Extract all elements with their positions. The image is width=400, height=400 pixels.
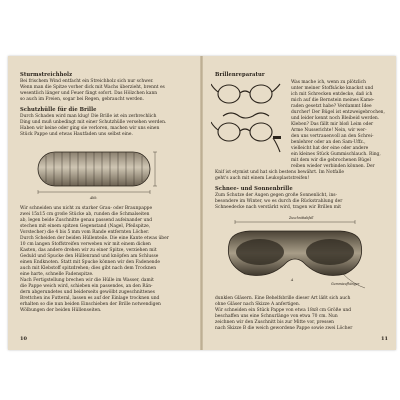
left-page <box>8 56 201 350</box>
section-title-sturmstreichholz: Sturmstreichholz <box>20 72 73 78</box>
glasses-frame-illustration <box>211 80 281 160</box>
figure-label-gummiaufhaenger: Gummiaufhänger <box>331 282 360 286</box>
figure-label-zuschnittabfall: Zuschnittabfall <box>289 216 314 220</box>
figure-label: Abb. <box>90 196 98 200</box>
book-spread <box>8 56 396 350</box>
section-title-schneebrille: Schnee- und Sonnenbrille <box>215 186 293 192</box>
glasses-case-illustration <box>24 140 184 200</box>
right-page <box>203 56 396 350</box>
section-title-brillenreparatur: Brillenreparatur <box>215 72 265 78</box>
body-text-right: dunklen Gläsern. Eine Behelfsbrille dieser Art läßt sich auch ohne Gläser nach Skizze A anfertigen. Wir schneiden ein Stück Pappe von etwa 18x8 cm Größe und beschaffen uns eine Schnurlänge von etwa 70 cm. Nun zeichnen wir den Zuschnitt bis zur Mitte vor, pressen nach Skizze B die weich gewordene Pappe sowie zwei Löcher <box>215 296 353 331</box>
page-number-right: 11 <box>381 336 388 342</box>
section-text-brillenreparatur-end: Knif ist etymist und hat sich bestens bewährt. Im Notfalle geht's auch mit einem Leukoplaststreifen! <box>215 170 344 181</box>
figure-label-a: A <box>291 278 294 282</box>
section-text-sturmstreichholz: Bei frischem Wind entfacht ein Streichholz sich nur schwer. Wenn man die Spitze vorher dick mit Wachs überzieht, brennt es wesentlich länger und Feuer fängt sofort. Das Hölzchen kann so auch im Freien, sogar bei Regen, gebraucht werden. <box>20 79 165 102</box>
section-text-brillenreparatur: Was mache ich, wenn zu plötzlich unter meiner Stoffsäcke knackst und ich mit Schrecken entdecke, daß ich mich auf die Bernstein meines Kame- raden gesetzt habe? Verdammt Idee durcher! Der Bügel ist entzweigebrochen, und leider kennt noch Bleibeid werden. Kleben? Das fällt mir bloß Leim oder Arme Nusserichte! Nein, wir wer- den uns vertrauenvoll an den Schrei- benlehrer oder an den Sam-Uffz., vielleicht hat der eine oder andere ein kleines Stück Gummischlauch. Ring, mit dem wir die gebrochenen Bügel reiben wieder verbinden können. Der <box>291 80 385 169</box>
body-text-left: Wir schneiden uns nicht zu starker Grau- oder Braunpappe zwei 15x15 cm große Stücke ab, runden die Schmalseiten ab, legen beide Zuschnitte genau passend aufeinander und stechen mit einem spitzen Gegenstand (Nagel, Pfeilspitze, Vorstecher) die 4 bis 5 mm vom Rande entfernten Löcher. Durch Scheiden der beiden Hüllenteile. Die eine Kante etwas über 10 cm langen Stoffstreifen verweben wir mit einem dicken Kasten, das andere drehen wir zu einer Spitze, verziehen mit Geduld und Spucke den Hüllenrand und knöpfen am Schlusse einen Endknoten. Statt mit Spucke können wir den Fadenende auch mit Klebstoff spitzdrehen; dies gibt nach dem Trocknen eine harte, schnelle Fadenspitze. Nach Fertigstellung brechen wir die Hülle im Wasser, damit die Pappe weich wird, schieben ein passendes, an den Rän- dern abgerundetes und beiderseits gewölbt zugeschnittenes Brettchen ins Futteral, lassen es auf der Einlage trocknen und erhalten so die nun beiden Einschieben der Brille notwendigen Wölbungen der beiden Hüllenseiten. <box>20 206 169 313</box>
page-number-left: 10 <box>20 336 27 342</box>
section-text-brillenhuelle: Durch Schaden wird man klug! Die Brille ist ein zerbrechlich Ding und muß unbedingt mit einer Schutzhülle versehen werden. Haben wir keine oder ging sie verloren, machen wir uns einen Stück Pappe und etwas Hautfaden uns selbst eine. <box>20 114 167 137</box>
section-title-brillenhuelle: Schutzhülle für die Brille <box>20 107 97 113</box>
section-text-schneebrille: Zum Schutze der Augen gegen große Sonnenlicht, ins- besondere im Winter, wo es durch die Rückstrahlung der Schneedecke nach verstärkt wird, tragen wir Brillen mit <box>215 193 343 210</box>
